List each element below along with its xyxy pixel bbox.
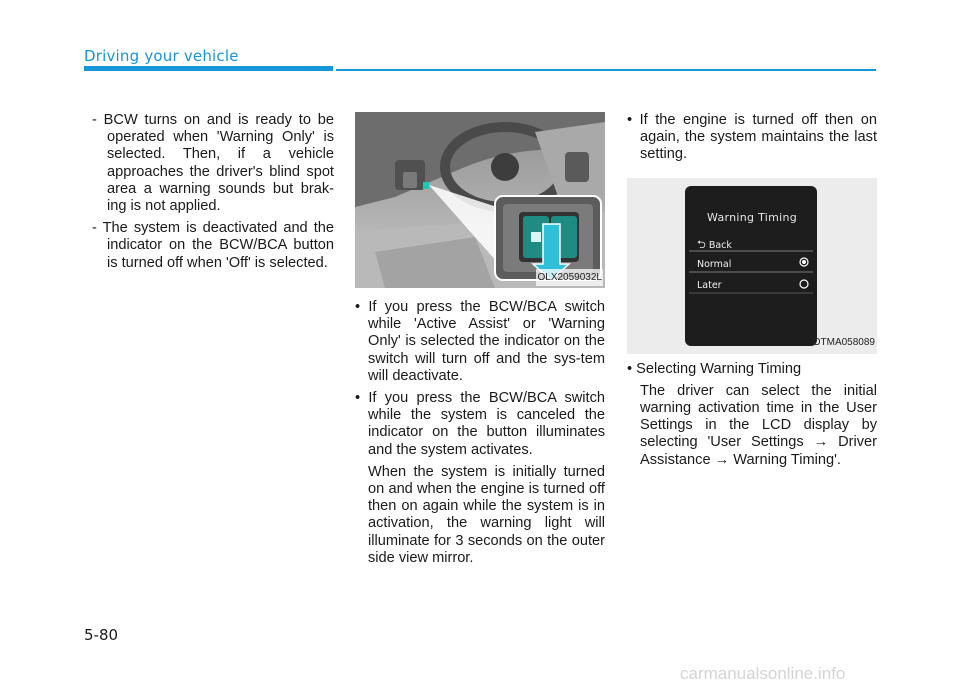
bcw-switch-figure <box>355 112 605 288</box>
column-right <box>627 112 877 474</box>
option-normal: Normal <box>697 258 732 270</box>
timing-description-paragraph: The driver can select the initial warning activation time in the User Settings in the LCD display by selecting 'User Settings → Driver Assistance → Warning Timing'. <box>640 382 877 468</box>
screen-back <box>697 236 732 254</box>
bcw-off-item: - The system is deactivated and the indicator on the BCW/BCA button is turned off when 'Off' is selected. <box>92 220 334 271</box>
dashboard-switch-illustration <box>355 112 605 288</box>
back-arrow-icon: ⮌ <box>697 237 706 251</box>
warning-light-paragraph: When the system is initially turned on and when the engine is turned off then on again while the system is in activation, the warning light will illuminate for 3 seconds on the outer side view mirror. <box>368 463 605 566</box>
figure-code: OTMA058089 <box>812 337 875 349</box>
selecting-timing-bullet: • Selecting Warning Timing <box>627 360 802 377</box>
column-left <box>86 112 334 277</box>
switch-deactivate-bullet: • If you press the BCW/BCA switch while 'Active Assist' or 'Warning Only' is selected the indicator on the switch will turn off and the sys-tem will deactivate. <box>355 299 605 384</box>
header-rule-thin <box>336 69 876 71</box>
lcd-screen-illustration <box>627 178 877 354</box>
section-title: Driving your vehicle <box>84 47 239 65</box>
switch-activate-bullet: • If you press the BCW/BCA switch while the system is canceled the indicator on the button illuminates and the system activates. <box>355 390 605 458</box>
watermark: carmanualsonline.info <box>680 664 846 683</box>
screen-title: Warning Timing <box>707 210 798 224</box>
warning-timing-figure <box>627 178 877 354</box>
page-number: 5-80 <box>84 626 119 644</box>
figure-code: OLX2059032L <box>536 269 603 286</box>
bcw-warning-only-item: - BCW turns on and is ready to be operated when 'Warning Only' is selected. Then, if a vehicle approaches the driver's blind spot area a warning sounds but brak-ing is not applied. <box>92 112 334 215</box>
back-label: Back <box>708 239 732 251</box>
column-middle <box>355 112 605 572</box>
last-setting-bullet: • If the engine is turned off then on again, the system maintains the last setting. <box>627 112 877 163</box>
header-rule-thick <box>84 66 333 71</box>
option-later: Later <box>697 279 722 291</box>
